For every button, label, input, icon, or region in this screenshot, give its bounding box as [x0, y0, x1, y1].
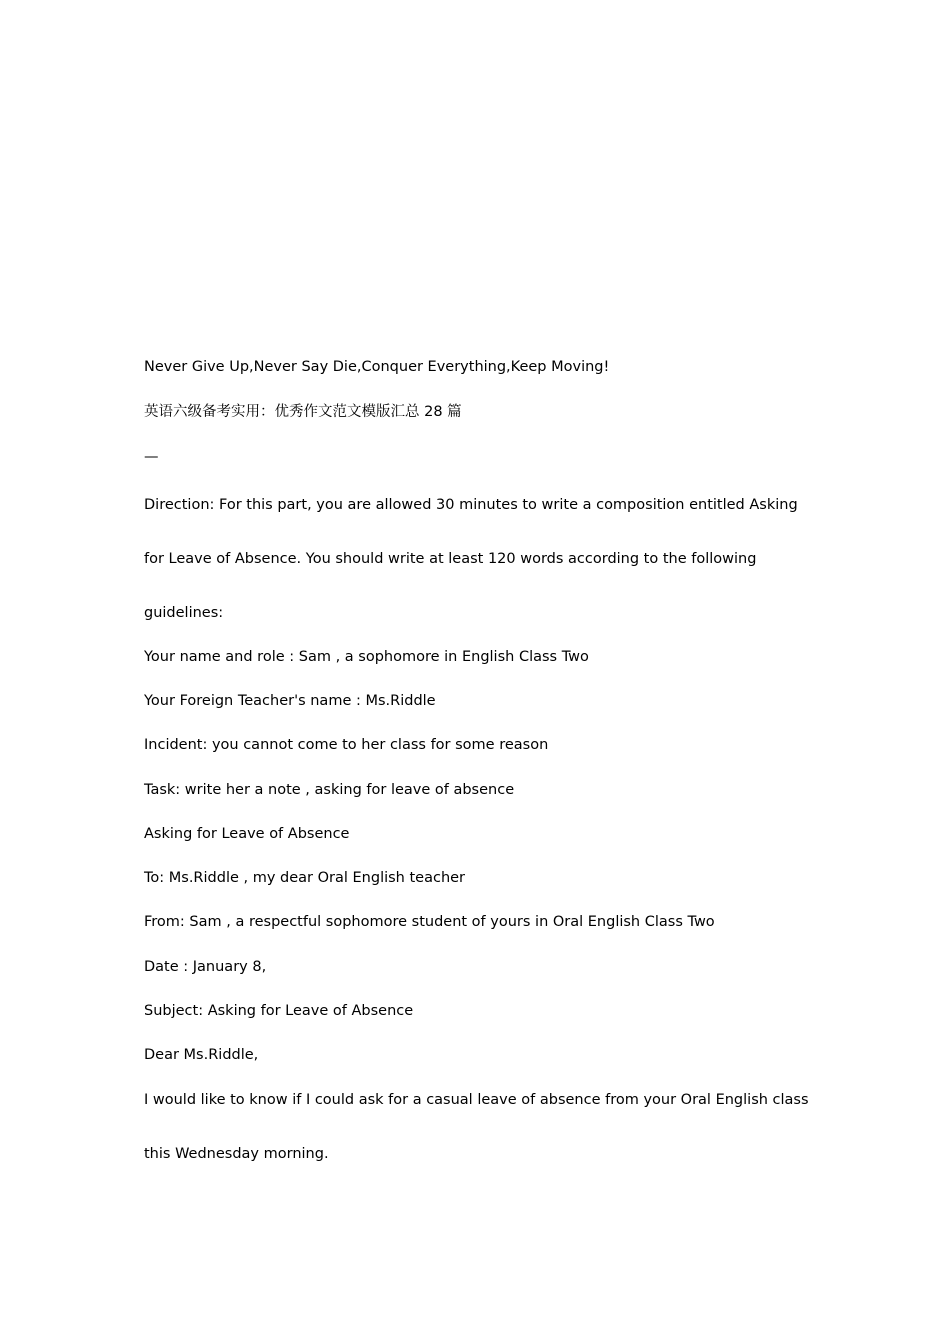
note-to: To: Ms.Riddle , my dear Oral English teacher [144, 870, 466, 886]
note-body-line: this Wednesday morning. [144, 1146, 329, 1162]
direction-line: for Leave of Absence. You should write at least 120 words according to the following [144, 551, 757, 567]
guideline-teacher-name: Your Foreign Teacher's name : Ms.Riddle [144, 693, 436, 709]
direction-line: Direction: For this part, you are allowed 30 minutes to write a composition entitled Asking [144, 497, 798, 513]
note-salutation: Dear Ms.Riddle, [144, 1047, 259, 1063]
direction-line: guidelines: [144, 605, 224, 621]
guideline-incident: Incident: you cannot come to her class for some reason [144, 737, 549, 753]
guideline-name-role: Your name and role : Sam , a sophomore in English Class Two [144, 649, 589, 665]
note-heading: Asking for Leave of Absence [144, 826, 350, 842]
note-body-line: I would like to know if I could ask for a casual leave of absence from your Oral English class [144, 1092, 809, 1108]
guideline-task: Task: write her a note , asking for leave of absence [144, 782, 515, 798]
note-from: From: Sam , a respectful sophomore student of yours in Oral English Class Two [144, 914, 715, 930]
document-title: 英语六级备考实用：优秀作文范文模版汇总 28 篇 [144, 404, 462, 420]
note-date: Date : January 8, [144, 959, 267, 975]
section-marker: — [144, 449, 159, 465]
note-subject: Subject: Asking for Leave of Absence [144, 1003, 414, 1019]
motto-line: Never Give Up,Never Say Die,Conquer Everything,Keep Moving! [144, 359, 610, 375]
